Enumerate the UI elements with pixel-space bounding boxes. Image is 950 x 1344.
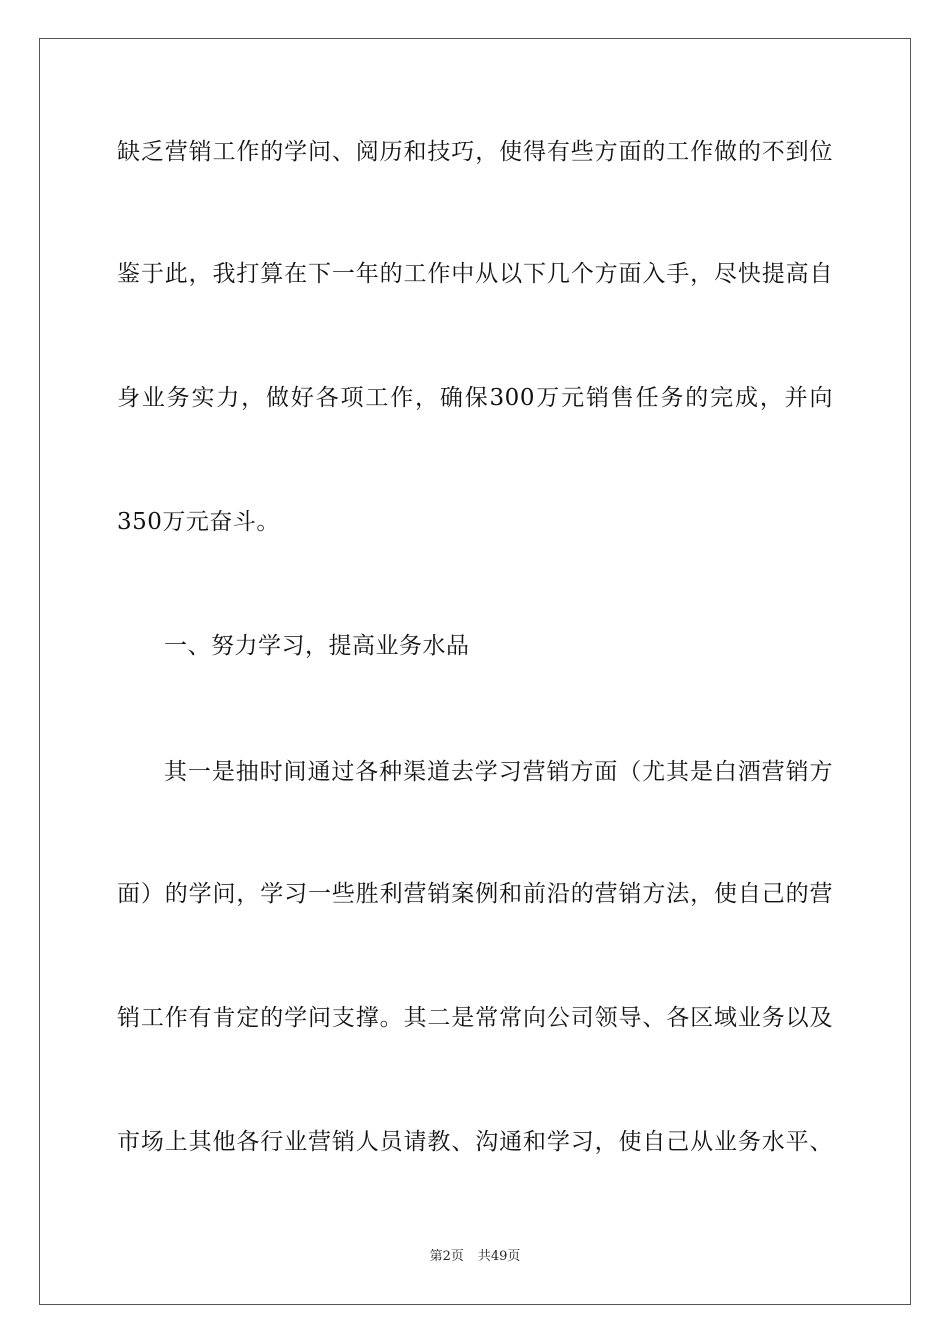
body-line-4: 350万元奋斗。	[117, 509, 280, 535]
body-line-6: 其一是抽时间通过各种渠道去学习营销方面（尤其是白酒营销方	[164, 759, 833, 785]
page-footer	[0, 1248, 950, 1266]
body-line-1: 缺乏营销工作的学问、阅历和技巧，使得有些方面的工作做的不到位	[117, 139, 833, 165]
body-line-3: 身业务实力，做好各项工作，确保300万元销售任务的完成，并向	[117, 385, 833, 411]
body-line-9: 市场上其他各行业营销人员请教、沟通和学习，使自己从业务水平、	[117, 1129, 833, 1155]
total-pages: 共49页	[477, 1249, 521, 1264]
body-line-8: 销工作有肯定的学问支撑。其二是常常向公司领导、各区域业务以及	[117, 1005, 833, 1031]
section-heading: 一、努力学习，提高业务水品	[164, 633, 470, 659]
body-line-2: 鉴于此，我打算在下一年的工作中从以下几个方面入手，尽快提高自	[117, 261, 833, 287]
page-number: 第2页	[429, 1249, 464, 1264]
body-line-7: 面）的学问，学习一些胜利营销案例和前沿的营销方法，使自己的营	[117, 881, 833, 907]
page-frame	[39, 38, 911, 1305]
